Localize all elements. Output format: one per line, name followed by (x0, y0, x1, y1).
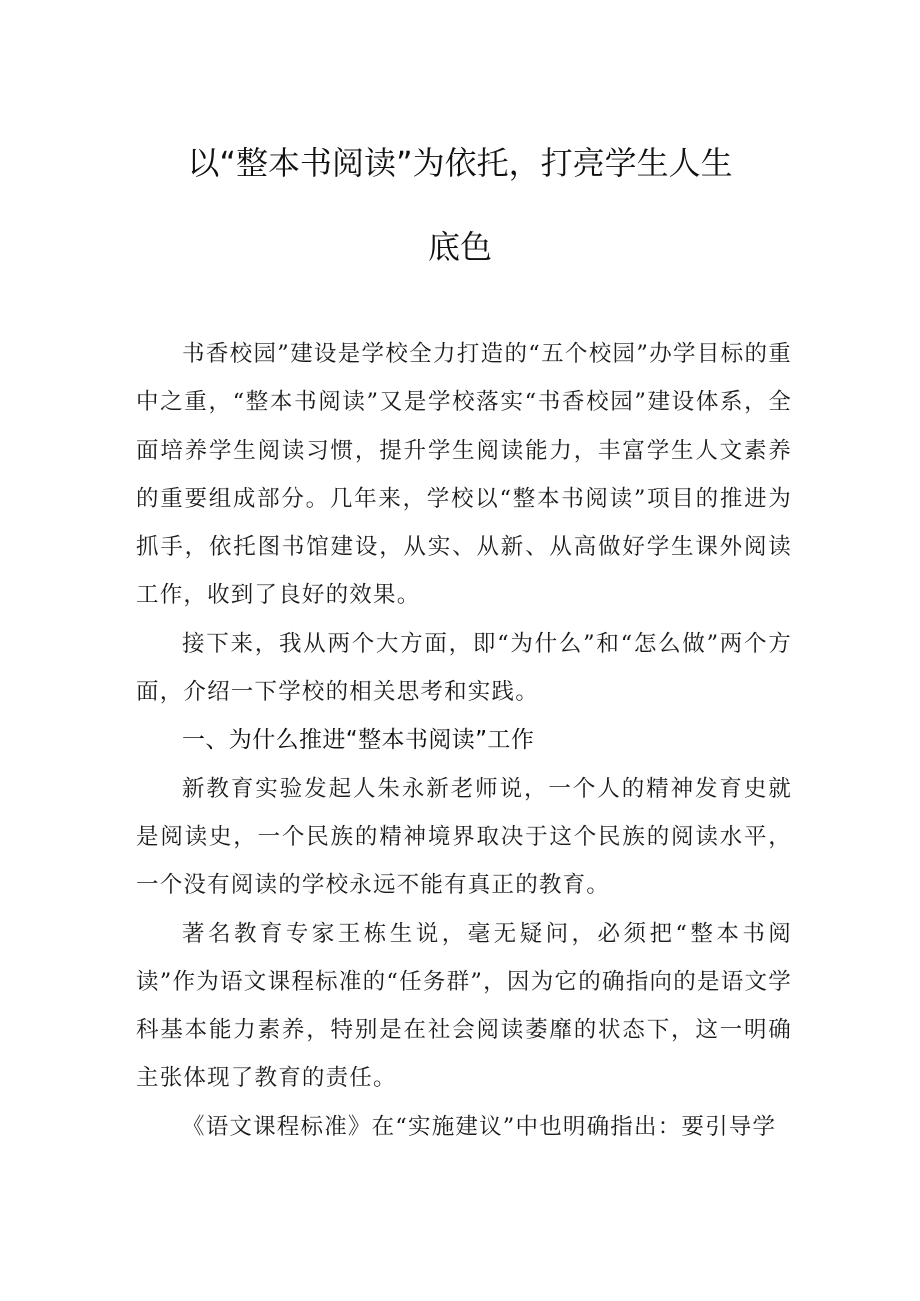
section-paragraph-2: 著名教育专家王栋生说，毫无疑问，必须把“整本书阅读”作为语文课程标准的“任务群”，因为它的确指向的是语文学科基本能力素养，特别是在社会阅读萎靡的状态下，这一明确主张体现了教育的责任。 (136, 920, 792, 1092)
section-paragraph-1: 新教育实验发起人朱永新老师说，一个人的精神发育史就是阅读史，一个民族的精神境界取决于这个民族的阅读水平，一个没有阅读的学校永远不能有真正的教育。 (136, 775, 792, 899)
section-heading: 一、为什么推进“整本书阅读”工作 (182, 727, 535, 754)
section-paragraph-3: 《语文课程标准》在“实施建议”中也明确指出：要引导学 (182, 1113, 777, 1140)
intro-paragraph-2: 接下来，我从两个大方面，即“为什么”和“怎么做”两个方面，介绍一下学校的相关思考和实践。 (136, 630, 792, 706)
document-title-line-1: 以“整本书阅读”为依托，打亮学生人生 (187, 144, 733, 182)
document-body (136, 330, 792, 1151)
intro-paragraph-1: 书香校园”建设是学校全力打造的“五个校园”办学目标的重中之重，“整本书阅读”又是学校落实“书香校园”建设体系，全面培养学生阅读习惯，提升学生阅读能力，丰富学生人文素养的重要组成部分。几年来，学校以“整本书阅读”项目的推进为抓手，依托图书馆建设，从实、从新、从高做好学生课外阅读工作，收到了良好的效果。 (136, 341, 792, 609)
document-title-line-2: 底色 (427, 228, 492, 266)
